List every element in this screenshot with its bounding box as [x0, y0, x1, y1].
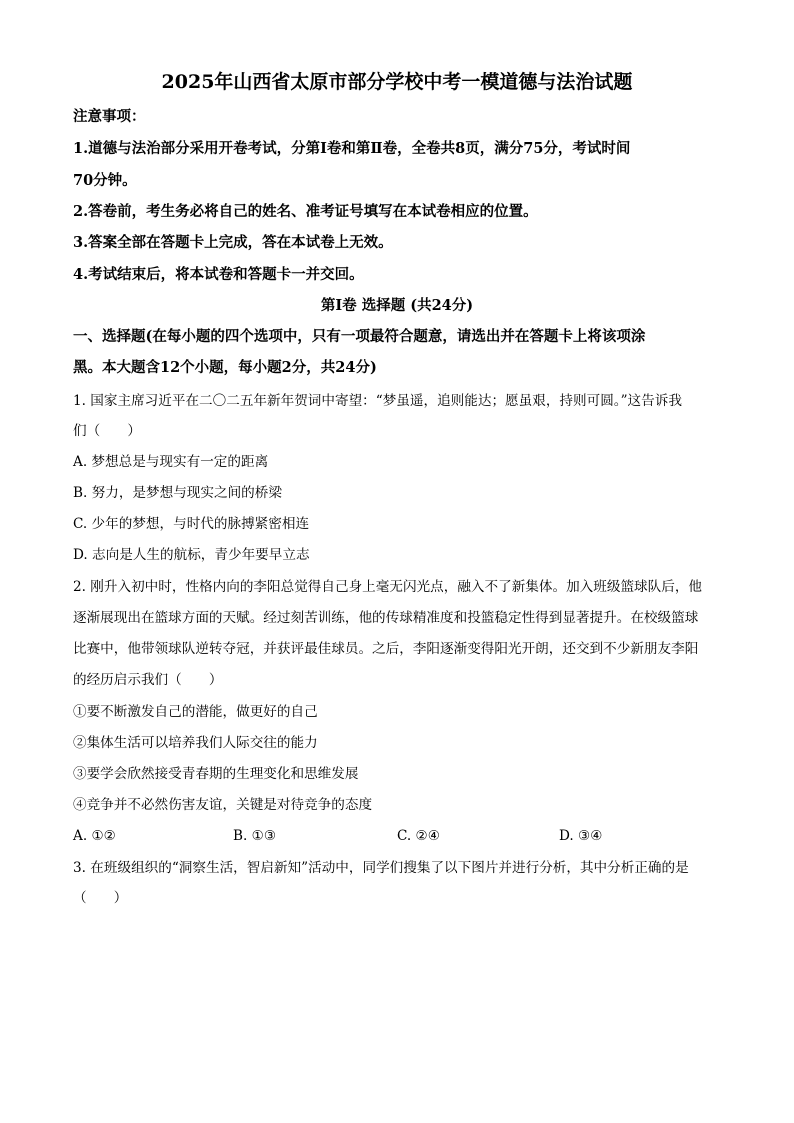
question-2-stem-cont-3: 的经历启示我们（ ） [73, 672, 223, 688]
question-2-option-b: B. ①③ [233, 828, 277, 844]
question-1-option-d: D. 志向是人生的航标，青少年要早立志 [73, 547, 310, 563]
question-2-stem-cont-1: 逐渐展现出在篮球方面的天赋。经过刻苦训练，他的传球精准度和投篮稳定性得到显著提升。在校级篮球 [73, 610, 699, 626]
question-3-stem-cont: （ ） [73, 890, 128, 906]
notice-item-1-cont: 70分钟。 [73, 172, 137, 189]
question-2-stem: 2. 刚升入初中时，性格内向的李阳总觉得自己身上毫无闪光点，融入不了新集体。加入班级篮球队后，他 [73, 579, 703, 595]
question-2-option-d: D. ③④ [559, 828, 603, 844]
question-1-option-c: C. 少年的梦想，与时代的脉搏紧密相连 [73, 516, 310, 532]
section-instruction: 一、选择题(在每小题的四个选项中，只有一项最符合题意，请选出并在答题卡上将该项涂 [73, 328, 646, 345]
notice-item-3: 3.答案全部在答题卡上完成，答在本试卷上无效。 [73, 234, 393, 251]
notice-item-1: 1.道德与法治部分采用开卷考试，分第Ⅰ卷和第Ⅱ卷，全卷共8页，满分75分，考试时间 [73, 140, 631, 157]
question-2-statement-1: ①要不断激发自己的潜能，做更好的自己 [73, 704, 318, 720]
question-2-stem-cont-2: 比赛中，他带领球队逆转夺冠，并获评最佳球员。之后，李阳逐渐变得阳光开朗，还交到不少新朋友李阳 [73, 641, 699, 657]
question-2-option-c: C. ②④ [397, 828, 440, 844]
exam-title: 2025年山西省太原市部分学校中考一模道德与法治试题 [161, 71, 633, 93]
question-3-stem: 3. 在班级组织的“洞察生活，智启新知”活动中，同学们搜集了以下图片并进行分析，其中分析正确的是 [73, 860, 689, 876]
question-2-option-a: A. ①② [73, 828, 116, 844]
question-1-option-b: B. 努力，是梦想与现实之间的桥梁 [73, 485, 282, 501]
section-heading: 第Ⅰ卷 选择题 (共24分) [320, 297, 474, 314]
notice-heading: 注意事项： [73, 108, 146, 125]
notice-item-2: 2.答卷前，考生务必将自己的姓名、准考证号填写在本试卷相应的位置。 [73, 203, 538, 220]
question-2-statement-4: ④竞争并不必然伤害友谊，关键是对待竞争的态度 [73, 797, 373, 813]
question-2-statement-2: ②集体生活可以培养我们人际交往的能力 [73, 735, 318, 751]
section-instruction-cont: 黑。本大题含12个小题，每小题2分，共24分) [73, 359, 377, 376]
question-1-stem-cont: 们（ ） [73, 423, 141, 439]
notice-item-4: 4.考试结束后，将本试卷和答题卡一并交回。 [73, 266, 364, 283]
question-1-stem: 1. 国家主席习近平在二〇二五年新年贺词中寄望：“梦虽遥，追则能达；愿虽艰，持则可圆。”这告诉我 [73, 393, 682, 409]
question-2-statement-3: ③要学会欣然接受青春期的生理变化和思维发展 [73, 766, 359, 782]
question-1-option-a: A. 梦想总是与现实有一定的距离 [73, 454, 269, 470]
